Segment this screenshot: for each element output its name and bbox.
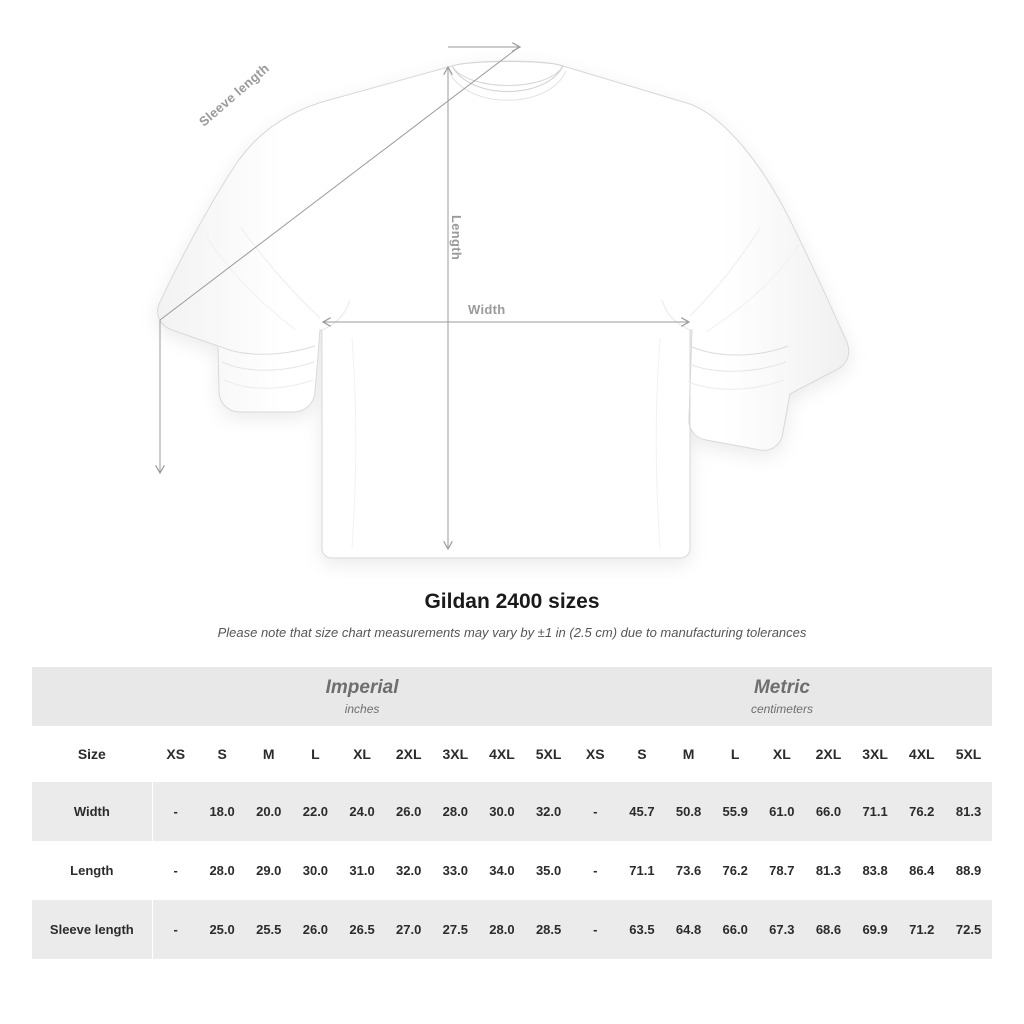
- row-label-width: Width: [32, 782, 152, 841]
- cell-width-imperial-l: 22.0: [292, 782, 339, 841]
- size-header-imperial-2xl: 2XL: [385, 726, 432, 782]
- cell-length-metric-l: 76.2: [712, 841, 759, 900]
- cell-length-metric-m: 73.6: [665, 841, 712, 900]
- size-header-imperial-s: S: [199, 726, 246, 782]
- page-title: Gildan 2400 sizes: [424, 590, 600, 613]
- unit-header-row: [32, 667, 992, 726]
- cell-width-imperial-s: 18.0: [199, 782, 246, 841]
- size-header-imperial-4xl: 4XL: [479, 726, 526, 782]
- cell-length-metric-5xl: 88.9: [945, 841, 992, 900]
- cell-sleeve-metric-5xl: 72.5: [945, 900, 992, 959]
- size-chart-table: [32, 667, 992, 959]
- size-table-container: [32, 667, 992, 959]
- size-row-label: Size: [32, 726, 152, 782]
- cell-sleeve-metric-2xl: 68.6: [805, 900, 852, 959]
- cell-sleeve-metric-s: 63.5: [619, 900, 666, 959]
- metric-unit-name: Metric: [753, 677, 810, 699]
- cell-length-imperial-xl: 31.0: [339, 841, 386, 900]
- cell-sleeve-imperial-2xl: 27.0: [385, 900, 432, 959]
- cell-width-metric-s: 45.7: [619, 782, 666, 841]
- size-header-metric-xl: XL: [759, 726, 806, 782]
- sleeve-length-dimension-label: Sleeve length: [196, 60, 273, 130]
- cell-width-metric-xs: -: [572, 782, 619, 841]
- table-row: [32, 900, 992, 959]
- cell-sleeve-metric-l: 66.0: [712, 900, 759, 959]
- cell-length-metric-4xl: 86.4: [898, 841, 945, 900]
- size-header-metric-s: S: [619, 726, 666, 782]
- cell-width-imperial-2xl: 26.0: [385, 782, 432, 841]
- size-header-metric-5xl: 5XL: [945, 726, 992, 782]
- cell-length-metric-xl: 78.7: [759, 841, 806, 900]
- cell-sleeve-imperial-m: 25.5: [245, 900, 292, 959]
- cell-sleeve-metric-xl: 67.3: [759, 900, 806, 959]
- cell-width-metric-m: 50.8: [665, 782, 712, 841]
- row-label-length: Length: [32, 841, 152, 900]
- metric-unit-sub: centimeters: [750, 701, 813, 716]
- cell-sleeve-imperial-xl: 26.5: [339, 900, 386, 959]
- chart-heading: [0, 590, 1024, 640]
- length-dimension-label: Length: [449, 215, 464, 261]
- cell-sleeve-imperial-5xl: 28.5: [525, 900, 572, 959]
- cell-length-metric-xs: -: [572, 841, 619, 900]
- size-header-metric-2xl: 2XL: [805, 726, 852, 782]
- cell-sleeve-metric-3xl: 69.9: [852, 900, 899, 959]
- cell-width-imperial-xl: 24.0: [339, 782, 386, 841]
- cell-width-imperial-m: 20.0: [245, 782, 292, 841]
- cell-length-imperial-5xl: 35.0: [525, 841, 572, 900]
- tolerance-note: Please note that size chart measurements may vary by ±1 in (2.5 cm) due to manufacturing tolerances: [217, 625, 807, 640]
- imperial-unit-sub: inches: [344, 701, 380, 716]
- imperial-unit-header: [152, 667, 572, 726]
- cell-length-imperial-s: 28.0: [199, 841, 246, 900]
- cell-sleeve-imperial-xs: -: [152, 900, 199, 959]
- table-row: [32, 782, 992, 841]
- size-header-row: [32, 726, 992, 782]
- cell-length-metric-s: 71.1: [619, 841, 666, 900]
- cell-length-imperial-2xl: 32.0: [385, 841, 432, 900]
- cell-length-metric-3xl: 83.8: [852, 841, 899, 900]
- imperial-unit-name: Imperial: [325, 677, 399, 699]
- size-header-imperial-l: L: [292, 726, 339, 782]
- cell-length-imperial-xs: -: [152, 841, 199, 900]
- cell-length-metric-2xl: 81.3: [805, 841, 852, 900]
- row-label-sleeve-length: Sleeve length: [32, 900, 152, 959]
- cell-sleeve-metric-4xl: 71.2: [898, 900, 945, 959]
- metric-unit-header: [572, 667, 992, 726]
- cell-length-imperial-4xl: 34.0: [479, 841, 526, 900]
- cell-width-metric-5xl: 81.3: [945, 782, 992, 841]
- table-row: [32, 841, 992, 900]
- cell-sleeve-imperial-3xl: 27.5: [432, 900, 479, 959]
- cell-width-imperial-4xl: 30.0: [479, 782, 526, 841]
- width-dimension-label: Width: [468, 302, 506, 317]
- cell-sleeve-metric-m: 64.8: [665, 900, 712, 959]
- size-header-imperial-xs: XS: [152, 726, 199, 782]
- table-corner-cell: [32, 667, 152, 726]
- size-header-metric-l: L: [712, 726, 759, 782]
- cell-width-metric-4xl: 76.2: [898, 782, 945, 841]
- cell-sleeve-imperial-s: 25.0: [199, 900, 246, 959]
- cell-length-imperial-m: 29.0: [245, 841, 292, 900]
- cell-width-imperial-3xl: 28.0: [432, 782, 479, 841]
- cell-sleeve-imperial-l: 26.0: [292, 900, 339, 959]
- cell-length-imperial-l: 30.0: [292, 841, 339, 900]
- size-header-imperial-xl: XL: [339, 726, 386, 782]
- size-header-metric-xs: XS: [572, 726, 619, 782]
- size-header-imperial-3xl: 3XL: [432, 726, 479, 782]
- cell-width-metric-3xl: 71.1: [852, 782, 899, 841]
- size-header-imperial-5xl: 5XL: [525, 726, 572, 782]
- size-header-metric-3xl: 3XL: [852, 726, 899, 782]
- cell-width-imperial-xs: -: [152, 782, 199, 841]
- cell-width-metric-xl: 61.0: [759, 782, 806, 841]
- cell-length-imperial-3xl: 33.0: [432, 841, 479, 900]
- cell-sleeve-metric-xs: -: [572, 900, 619, 959]
- cell-width-imperial-5xl: 32.0: [525, 782, 572, 841]
- cell-width-metric-l: 55.9: [712, 782, 759, 841]
- cell-sleeve-imperial-4xl: 28.0: [479, 900, 526, 959]
- cell-width-metric-2xl: 66.0: [805, 782, 852, 841]
- size-header-imperial-m: M: [245, 726, 292, 782]
- size-header-metric-4xl: 4XL: [898, 726, 945, 782]
- size-header-metric-m: M: [665, 726, 712, 782]
